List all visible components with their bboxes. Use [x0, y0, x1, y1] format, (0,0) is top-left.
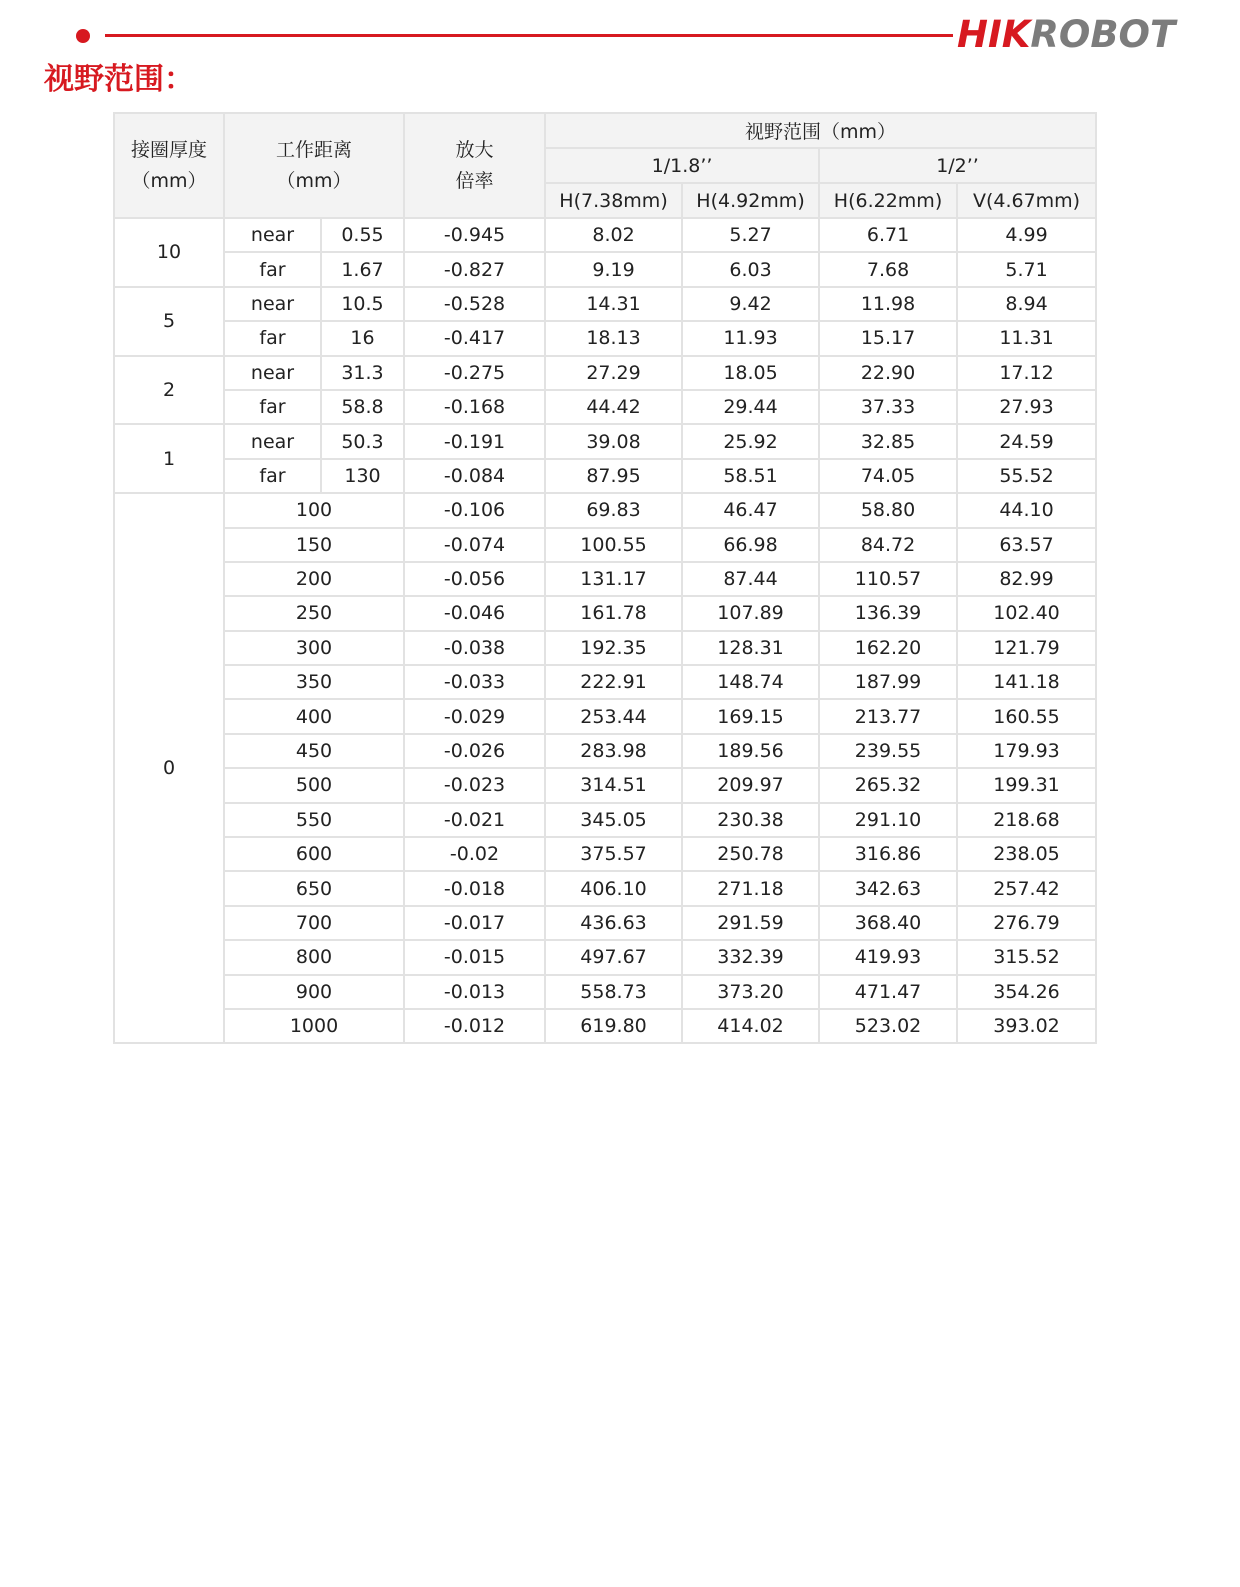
table-row: [114, 562, 1096, 596]
fov-value-cell: 162.20: [819, 631, 957, 665]
fov-value-cell: 332.39: [682, 940, 819, 974]
fov-table-body: [114, 218, 1096, 1043]
fov-value-cell: 373.20: [682, 975, 819, 1009]
fov-value-cell: 354.26: [957, 975, 1096, 1009]
table-row: [114, 287, 1096, 321]
working-distance-cell: 130: [321, 459, 404, 493]
fov-value-cell: 265.32: [819, 768, 957, 802]
magnification-cell: -0.026: [404, 734, 545, 768]
table-row: [114, 803, 1096, 837]
fov-value-cell: 419.93: [819, 940, 957, 974]
fov-value-cell: 276.79: [957, 906, 1096, 940]
fov-value-cell: 141.18: [957, 665, 1096, 699]
header-magnification-line2: 倍率: [455, 169, 494, 192]
working-distance-cell: 350: [224, 665, 404, 699]
table-row: [114, 390, 1096, 424]
fov-value-cell: 107.89: [682, 596, 819, 630]
fov-value-cell: 37.33: [819, 390, 957, 424]
magnification-cell: -0.074: [404, 528, 545, 562]
fov-value-cell: 209.97: [682, 768, 819, 802]
table-row: [114, 699, 1096, 733]
header-working-distance-label: 工作距离: [276, 138, 353, 161]
working-distance-cell: 1.67: [321, 252, 404, 286]
table-row: [114, 665, 1096, 699]
table-row: [114, 459, 1096, 493]
table-row: [114, 596, 1096, 630]
working-distance-cell: 900: [224, 975, 404, 1009]
fov-value-cell: 9.42: [682, 287, 819, 321]
fov-value-cell: 15.17: [819, 321, 957, 355]
near-far-cell: near: [224, 424, 321, 458]
header-ring-thickness-unit: （mm）: [131, 169, 207, 192]
header-ring-thickness: [114, 113, 224, 218]
fov-value-cell: 5.71: [957, 252, 1096, 286]
fov-value-cell: 189.56: [682, 734, 819, 768]
fov-value-cell: 46.47: [682, 493, 819, 527]
fov-value-cell: 55.52: [957, 459, 1096, 493]
fov-value-cell: 136.39: [819, 596, 957, 630]
fov-value-cell: 14.31: [545, 287, 682, 321]
ring-thickness-cell: 1: [114, 424, 224, 493]
fov-value-cell: 27.93: [957, 390, 1096, 424]
fov-value-cell: 160.55: [957, 699, 1096, 733]
table-row: [114, 252, 1096, 286]
header-red-dot: [76, 29, 90, 43]
magnification-cell: -0.012: [404, 1009, 545, 1043]
section-title: 视野范围：: [44, 62, 194, 97]
fov-value-cell: 161.78: [545, 596, 682, 630]
fov-value-cell: 179.93: [957, 734, 1096, 768]
fov-value-cell: 7.68: [819, 252, 957, 286]
magnification-cell: -0.029: [404, 699, 545, 733]
fov-value-cell: 58.51: [682, 459, 819, 493]
fov-value-cell: 230.38: [682, 803, 819, 837]
working-distance-cell: 1000: [224, 1009, 404, 1043]
fov-value-cell: 87.95: [545, 459, 682, 493]
fov-value-cell: 250.78: [682, 837, 819, 871]
fov-value-cell: 84.72: [819, 528, 957, 562]
magnification-cell: -0.038: [404, 631, 545, 665]
fov-value-cell: 471.47: [819, 975, 957, 1009]
table-row: [114, 631, 1096, 665]
fov-value-cell: 368.40: [819, 906, 957, 940]
working-distance-cell: 600: [224, 837, 404, 871]
near-far-cell: near: [224, 218, 321, 252]
magnification-cell: -0.945: [404, 218, 545, 252]
fov-value-cell: 192.35: [545, 631, 682, 665]
magnification-cell: -0.827: [404, 252, 545, 286]
table-row: [114, 837, 1096, 871]
fov-value-cell: 29.44: [682, 390, 819, 424]
working-distance-cell: 650: [224, 871, 404, 905]
magnification-cell: -0.528: [404, 287, 545, 321]
magnification-cell: -0.417: [404, 321, 545, 355]
ring-thickness-cell: 5: [114, 287, 224, 356]
fov-value-cell: 316.86: [819, 837, 957, 871]
fov-value-cell: 187.99: [819, 665, 957, 699]
working-distance-cell: 16: [321, 321, 404, 355]
working-distance-cell: 450: [224, 734, 404, 768]
table-row: [114, 321, 1096, 355]
fov-value-cell: 213.77: [819, 699, 957, 733]
hikrobot-logo: [957, 10, 1175, 60]
fov-value-cell: 314.51: [545, 768, 682, 802]
fov-value-cell: 87.44: [682, 562, 819, 596]
fov-value-cell: 199.31: [957, 768, 1096, 802]
table-row: [114, 1009, 1096, 1043]
fov-value-cell: 291.59: [682, 906, 819, 940]
header-magnification-line1: 放大: [455, 138, 494, 161]
table-row: [114, 940, 1096, 974]
ring-thickness-cell: 10: [114, 218, 224, 287]
magnification-cell: -0.275: [404, 356, 545, 390]
fov-value-cell: 406.10: [545, 871, 682, 905]
working-distance-cell: 200: [224, 562, 404, 596]
header-sensor-1-1.8: 1/1.8’’: [545, 148, 819, 183]
fov-value-cell: 82.99: [957, 562, 1096, 596]
fov-value-cell: 283.98: [545, 734, 682, 768]
fov-value-cell: 58.80: [819, 493, 957, 527]
fov-value-cell: 63.57: [957, 528, 1096, 562]
magnification-cell: -0.015: [404, 940, 545, 974]
working-distance-cell: 150: [224, 528, 404, 562]
table-row: [114, 218, 1096, 252]
fov-value-cell: 131.17: [545, 562, 682, 596]
fov-value-cell: 345.05: [545, 803, 682, 837]
header-sub-col: V(4.67mm): [957, 183, 1096, 218]
magnification-cell: -0.02: [404, 837, 545, 871]
fov-value-cell: 22.90: [819, 356, 957, 390]
fov-value-cell: 32.85: [819, 424, 957, 458]
fov-value-cell: 291.10: [819, 803, 957, 837]
table-row: [114, 528, 1096, 562]
fov-value-cell: 222.91: [545, 665, 682, 699]
fov-value-cell: 44.10: [957, 493, 1096, 527]
fov-value-cell: 66.98: [682, 528, 819, 562]
table-row: [114, 975, 1096, 1009]
magnification-cell: -0.084: [404, 459, 545, 493]
working-distance-cell: 58.8: [321, 390, 404, 424]
header-sub-col: H(7.38mm): [545, 183, 682, 218]
fov-value-cell: 239.55: [819, 734, 957, 768]
fov-value-cell: 6.71: [819, 218, 957, 252]
magnification-cell: -0.018: [404, 871, 545, 905]
fov-value-cell: 253.44: [545, 699, 682, 733]
header-sub-col: H(4.92mm): [682, 183, 819, 218]
fov-value-cell: 74.05: [819, 459, 957, 493]
fov-value-cell: 375.57: [545, 837, 682, 871]
working-distance-cell: 10.5: [321, 287, 404, 321]
table-row: [114, 768, 1096, 802]
fov-value-cell: 102.40: [957, 596, 1096, 630]
near-far-cell: far: [224, 252, 321, 286]
magnification-cell: -0.191: [404, 424, 545, 458]
working-distance-cell: 400: [224, 699, 404, 733]
header-working-distance-unit: （mm）: [276, 169, 352, 192]
header-field-of-view: 视野范围（mm）: [545, 113, 1096, 148]
table-row: [114, 356, 1096, 390]
header-ring-thickness-label: 接圈厚度: [130, 138, 207, 161]
fov-value-cell: 523.02: [819, 1009, 957, 1043]
fov-value-cell: 25.92: [682, 424, 819, 458]
fov-value-cell: 169.15: [682, 699, 819, 733]
fov-value-cell: 619.80: [545, 1009, 682, 1043]
ring-thickness-cell: 2: [114, 356, 224, 425]
fov-value-cell: 27.29: [545, 356, 682, 390]
fov-value-cell: 11.98: [819, 287, 957, 321]
fov-value-cell: 39.08: [545, 424, 682, 458]
header-magnification: [404, 113, 545, 218]
fov-value-cell: 100.55: [545, 528, 682, 562]
working-distance-cell: 31.3: [321, 356, 404, 390]
fov-value-cell: 18.05: [682, 356, 819, 390]
near-far-cell: near: [224, 287, 321, 321]
fov-value-cell: 24.59: [957, 424, 1096, 458]
magnification-cell: -0.013: [404, 975, 545, 1009]
magnification-cell: -0.046: [404, 596, 545, 630]
working-distance-cell: 100: [224, 493, 404, 527]
fov-table: [113, 112, 1097, 1044]
fov-value-cell: 11.31: [957, 321, 1096, 355]
fov-value-cell: 148.74: [682, 665, 819, 699]
fov-value-cell: 121.79: [957, 631, 1096, 665]
table-row: [114, 871, 1096, 905]
table-row: [114, 424, 1096, 458]
fov-value-cell: 315.52: [957, 940, 1096, 974]
fov-value-cell: 8.02: [545, 218, 682, 252]
near-far-cell: near: [224, 356, 321, 390]
fov-value-cell: 69.83: [545, 493, 682, 527]
working-distance-cell: 300: [224, 631, 404, 665]
fov-value-cell: 8.94: [957, 287, 1096, 321]
magnification-cell: -0.017: [404, 906, 545, 940]
near-far-cell: far: [224, 321, 321, 355]
fov-value-cell: 558.73: [545, 975, 682, 1009]
fov-value-cell: 436.63: [545, 906, 682, 940]
ring-thickness-cell: 0: [114, 493, 224, 1043]
fov-value-cell: 44.42: [545, 390, 682, 424]
fov-value-cell: 11.93: [682, 321, 819, 355]
fov-value-cell: 128.31: [682, 631, 819, 665]
near-far-cell: far: [224, 390, 321, 424]
working-distance-cell: 50.3: [321, 424, 404, 458]
table-row: [114, 734, 1096, 768]
fov-value-cell: 393.02: [957, 1009, 1096, 1043]
header-sub-col: H(6.22mm): [819, 183, 957, 218]
fov-value-cell: 414.02: [682, 1009, 819, 1043]
table-row: [114, 493, 1096, 527]
working-distance-cell: 550: [224, 803, 404, 837]
header-working-distance: [224, 113, 404, 218]
fov-value-cell: 18.13: [545, 321, 682, 355]
fov-value-cell: 6.03: [682, 252, 819, 286]
working-distance-cell: 250: [224, 596, 404, 630]
magnification-cell: -0.021: [404, 803, 545, 837]
logo-hik-text: HIK: [957, 13, 1031, 56]
logo-robot-text: ROBOT: [1030, 13, 1176, 56]
working-distance-cell: 700: [224, 906, 404, 940]
working-distance-cell: 800: [224, 940, 404, 974]
fov-value-cell: 257.42: [957, 871, 1096, 905]
fov-value-cell: 271.18: [682, 871, 819, 905]
fov-value-cell: 342.63: [819, 871, 957, 905]
header-sensor-1-2: 1/2’’: [819, 148, 1096, 183]
working-distance-cell: 500: [224, 768, 404, 802]
header-red-line: [105, 34, 953, 37]
magnification-cell: -0.033: [404, 665, 545, 699]
magnification-cell: -0.168: [404, 390, 545, 424]
table-row: [114, 906, 1096, 940]
magnification-cell: -0.056: [404, 562, 545, 596]
fov-value-cell: 110.57: [819, 562, 957, 596]
fov-value-cell: 218.68: [957, 803, 1096, 837]
fov-value-cell: 497.67: [545, 940, 682, 974]
fov-value-cell: 5.27: [682, 218, 819, 252]
working-distance-cell: 0.55: [321, 218, 404, 252]
fov-value-cell: 9.19: [545, 252, 682, 286]
magnification-cell: -0.023: [404, 768, 545, 802]
magnification-cell: -0.106: [404, 493, 545, 527]
fov-value-cell: 238.05: [957, 837, 1096, 871]
fov-value-cell: 17.12: [957, 356, 1096, 390]
near-far-cell: far: [224, 459, 321, 493]
fov-value-cell: 4.99: [957, 218, 1096, 252]
